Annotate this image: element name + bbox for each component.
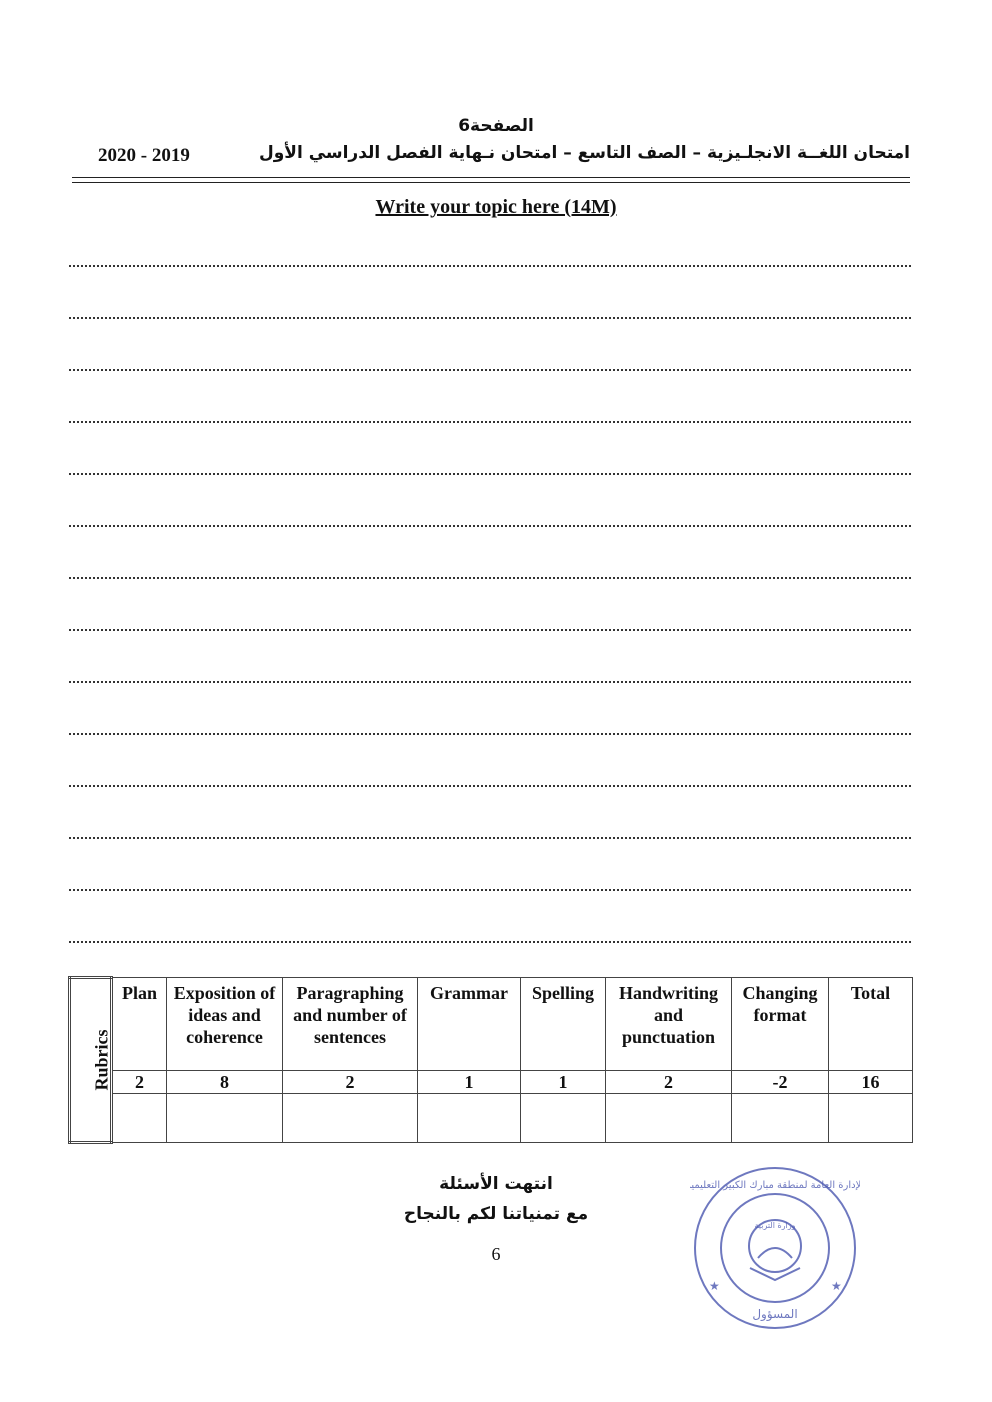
rubric-header-plan: Plan xyxy=(112,978,167,1071)
end-of-questions: انتهت الأسئلة xyxy=(439,1174,553,1194)
rubric-header-handwriting: Handwriting and punctuation xyxy=(606,978,732,1071)
rubric-max-paragraphing: 2 xyxy=(283,1071,418,1094)
stamp-seal-icon xyxy=(690,1158,860,1338)
rubric-header-total: Total xyxy=(829,978,913,1071)
rubric-max-exposition: 8 xyxy=(167,1071,283,1094)
school-year: 2020 - 2019 xyxy=(98,145,190,166)
writing-line[interactable] xyxy=(69,317,911,319)
writing-line[interactable] xyxy=(69,265,911,267)
official-stamp xyxy=(690,1158,860,1338)
svg-text:المسؤول: المسؤول xyxy=(752,1307,798,1321)
rubric-table xyxy=(68,976,913,1144)
rubric-score-spelling[interactable] xyxy=(521,1094,606,1143)
rubric-side-cell xyxy=(70,978,112,1143)
exam-title: امتحان اللغــة الانجلـيزية – الصف التاسع – امتحان نـهاية الفصل الدراسي الأول xyxy=(258,143,910,163)
rubric-score-handwriting[interactable] xyxy=(606,1094,732,1143)
writing-line[interactable] xyxy=(69,941,911,943)
topic-heading: Write your topic here (14M) xyxy=(375,196,617,218)
rubric-header-exposition: Exposition of ideas and coherence xyxy=(167,978,283,1071)
rubric-header-changing-format: Changing format xyxy=(732,978,829,1071)
rubric-max-spelling: 1 xyxy=(521,1071,606,1094)
writing-line[interactable] xyxy=(69,733,911,735)
rubric-score-changing-format[interactable] xyxy=(732,1094,829,1143)
rubric-max-handwriting: 2 xyxy=(606,1071,732,1094)
rubric-score-total[interactable] xyxy=(829,1094,913,1143)
writing-line[interactable] xyxy=(69,889,911,891)
writing-line[interactable] xyxy=(69,837,911,839)
rubric-header-spelling: Spelling xyxy=(521,978,606,1071)
writing-line[interactable] xyxy=(69,525,911,527)
writing-line[interactable] xyxy=(69,369,911,371)
rubric-max-grammar: 1 xyxy=(418,1071,521,1094)
rubric-score-grammar[interactable] xyxy=(418,1094,521,1143)
writing-line[interactable] xyxy=(69,629,911,631)
writing-line[interactable] xyxy=(69,421,911,423)
rubric-max-changing-format: -2 xyxy=(732,1071,829,1094)
svg-text:وزارة التربية: وزارة التربية xyxy=(754,1221,796,1230)
rubric-side-label: Rubrics xyxy=(91,1029,112,1091)
rubric-max-total: 16 xyxy=(829,1071,913,1094)
svg-text:★: ★ xyxy=(831,1279,842,1293)
writing-line[interactable] xyxy=(69,473,911,475)
page-number: 6 xyxy=(491,1244,501,1264)
rubric-score-paragraphing[interactable] xyxy=(283,1094,418,1143)
svg-text:الإدارة العامة لمنطقة مبارك ال: الإدارة العامة لمنطقة مبارك الكبير التعليمية xyxy=(690,1180,860,1191)
page-label: الصفحة6 xyxy=(458,116,534,136)
rubric-score-plan[interactable] xyxy=(112,1094,167,1143)
good-luck-wish: مع تمنياتنا لكم بالنجاح xyxy=(403,1204,589,1224)
rubric-header-paragraphing: Paragraphing and number of sentences xyxy=(283,978,418,1071)
svg-text:★: ★ xyxy=(709,1279,720,1293)
rubric-max-plan: 2 xyxy=(112,1071,167,1094)
rubric-header-grammar: Grammar xyxy=(418,978,521,1071)
rubric-score-exposition[interactable] xyxy=(167,1094,283,1143)
writing-line[interactable] xyxy=(69,785,911,787)
writing-line[interactable] xyxy=(69,577,911,579)
writing-line[interactable] xyxy=(69,681,911,683)
